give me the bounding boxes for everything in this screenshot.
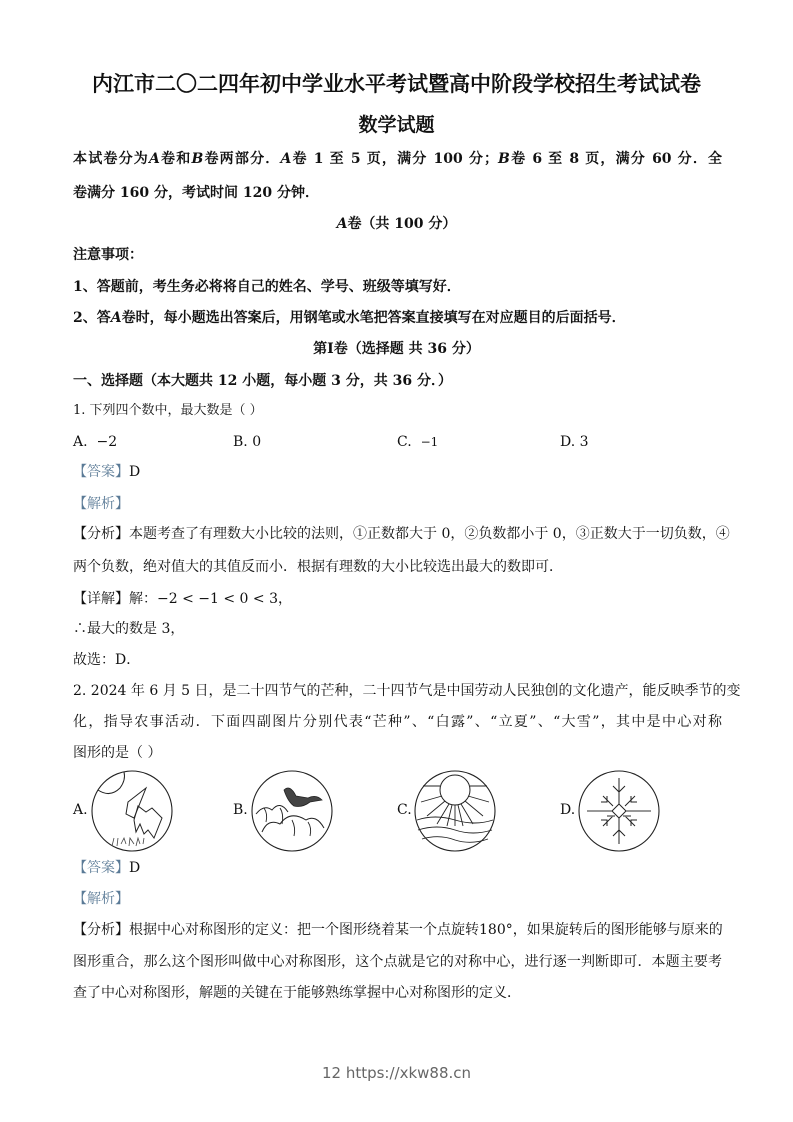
q1-stem: 1. 下列四个数中，最大数是（ ） <box>73 403 263 418</box>
note-2 <box>73 308 626 328</box>
intro-text: 卷 6 至 8 页，满分 60 分．全 <box>509 151 723 167</box>
mangzhong-figure-icon <box>90 768 174 854</box>
intro-letter: A <box>280 151 292 167</box>
page-footer: 12 https://xkw88.cn <box>321 1064 472 1082</box>
note-letter: A <box>110 310 122 326</box>
intro-line-1 <box>73 149 722 169</box>
q2-answer <box>73 858 140 878</box>
intro-letter: A <box>148 151 160 167</box>
section-a-heading <box>0 214 793 234</box>
q2-option-b-label: B. <box>233 802 248 818</box>
q2-stem-3: 图形的是（ ） <box>73 745 162 761</box>
note-1: 1、答题前，考生务必将将自己的姓名、学号、班级等填写好． <box>73 279 461 295</box>
q2-analysis-tag: 【解析】 <box>73 891 129 907</box>
intro-letter: B <box>498 151 510 167</box>
intro-line-2: 卷满分 160 分，考试时间 120 分钟． <box>73 185 319 201</box>
q1-option-d: D. 3 <box>560 434 589 450</box>
lixia-figure-icon <box>413 768 497 854</box>
q2-option-c-label: C. <box>397 802 412 818</box>
q1-option-c: C. −1 <box>397 434 439 450</box>
answer-value: D <box>129 860 141 876</box>
answer-value: D <box>129 464 141 480</box>
q1-conclusion: ∴最大的数是 3， <box>73 621 185 637</box>
choice-heading: 一、选择题（本大题共 12 小题，每小题 3 分，共 36 分．） <box>73 373 452 389</box>
daxue-figure-icon <box>577 768 661 854</box>
q1-choose: 故选：D． <box>73 652 141 668</box>
answer-tag: 【答案】 <box>73 860 129 876</box>
note-text: 卷时，每小题选出答案后，用钢笔或水笔把答案直接填写在对应题目的后面括号． <box>121 310 626 326</box>
q2-stem-1: 2. 2024 年 6 月 5 日，是二十四节气的芒种，二十四节气是中国劳动人民独创的文化遗产，能反映季节的变 <box>73 683 741 699</box>
exam-title: 内江市二〇二四年初中学业水平考试暨高中阶段学校招生考试试卷 <box>92 71 701 96</box>
notes-title: 注意事项： <box>73 247 143 263</box>
answer-tag: 【答案】 <box>73 464 129 480</box>
intro-text: 本试卷分为 <box>73 151 149 167</box>
q1-analysis-tag: 【解析】 <box>73 496 129 512</box>
exam-subtitle: 数学试题 <box>358 114 435 136</box>
q1-option-a: A. −2 <box>73 434 118 450</box>
q1-fenxi-1: 【分析】本题考查了有理数大小比较的法则，①正数都大于 0，②负数都小于 0，③正数大于一切负数，④ <box>73 526 730 542</box>
section-heading-text: 卷（共 100 分） <box>347 216 457 232</box>
intro-text: 卷 1 至 5 页，满分 100 分； <box>291 151 499 167</box>
intro-letter: B <box>191 151 204 167</box>
note-text: 2、答 <box>73 310 111 326</box>
q2-fenxi-1: 【分析】根据中心对称图形的定义：把一个图形绕着某一个点旋转180°，如果旋转后的图形能够与原来的 <box>73 922 723 938</box>
q2-option-a-label: A. <box>73 802 88 818</box>
intro-text: 卷两部分． <box>203 151 281 167</box>
q1-fenxi-2: 两个负数，绝对值大的其值反而小．根据有理数的大小比较选出最大的数即可． <box>73 559 563 575</box>
q2-stem-2: 化，指导农事活动．下面四副图片分别代表“芒种”、“白露”、“立夏”、“大雪”，其中是中心对称 <box>73 714 722 730</box>
q1-option-b: B. 0 <box>233 434 262 450</box>
bailu-figure-icon <box>250 768 334 854</box>
q1-detail: 【详解】解：−2 < −1 < 0 < 3， <box>73 591 292 607</box>
intro-text: 卷和 <box>159 151 192 167</box>
q2-option-d-label: D. <box>560 802 576 818</box>
q1-answer <box>73 462 140 482</box>
q2-fenxi-2: 图形重合，那么这个图形叫做中心对称图形，这个点就是它的对称中心，进行逐一判断即可．本题主要考 <box>73 954 722 970</box>
q2-fenxi-3: 查了中心对称图形，解题的关键在于能够熟练掌握中心对称图形的定义． <box>73 985 521 1001</box>
section-letter: A <box>336 216 348 232</box>
part1-heading: 第Ⅰ卷（选择题 共 36 分） <box>313 341 480 357</box>
